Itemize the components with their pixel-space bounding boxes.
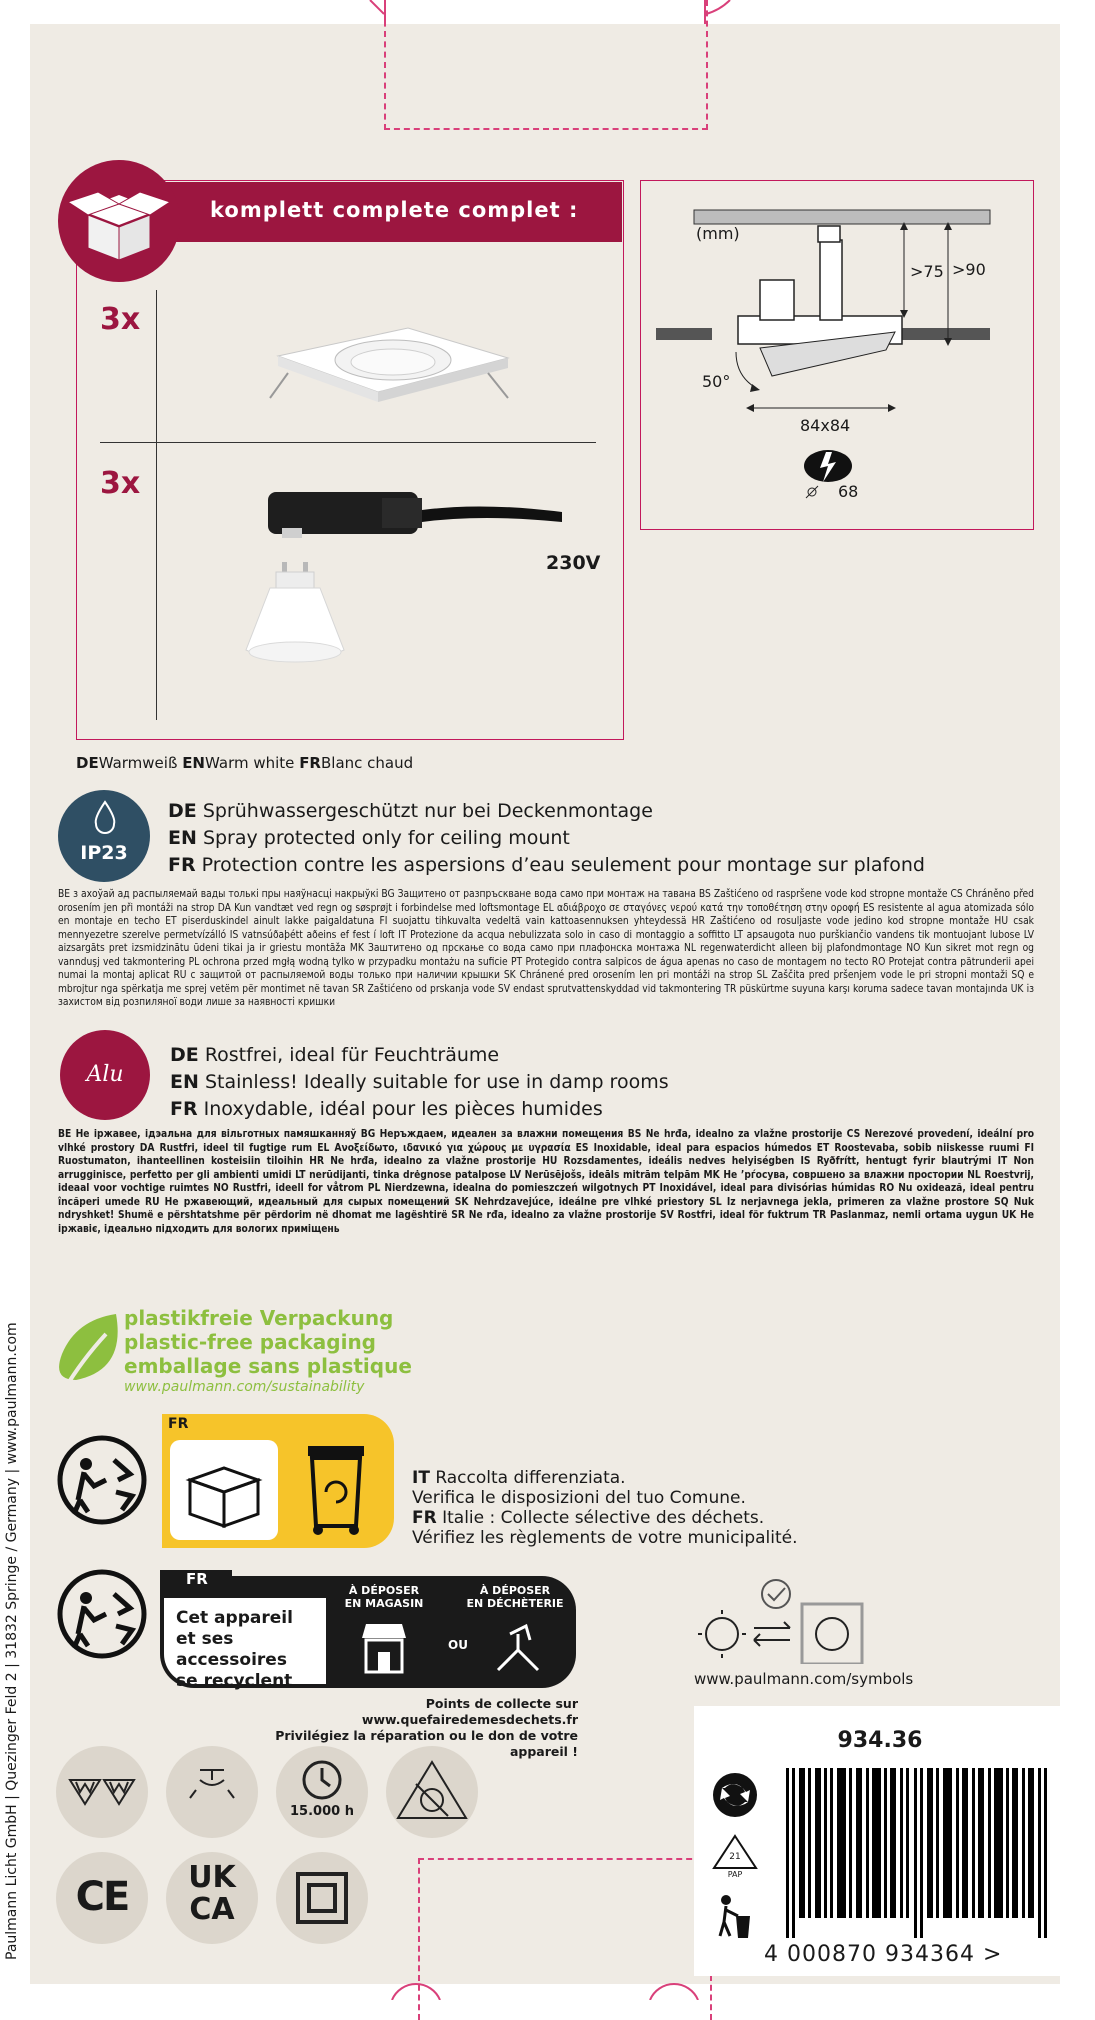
collection-points-text: Points de collecte sur www.quefairedemesdechets.fr [361,1696,578,1727]
plastic-free-de: plastikfreie Verpackung [124,1306,394,1330]
symbols-link: www.paulmann.com/symbols [694,1670,914,1688]
clock-icon [300,1758,344,1802]
weee-title-line: et ses accessoires [176,1629,287,1670]
barcode-digits: 4 000870 934364 > [764,1942,1003,1967]
top-tab-curves [360,0,740,20]
drop-dump-label [460,1584,570,1610]
lang-code: FR [299,754,321,772]
light-color-line [76,754,413,772]
ce-circle [56,1852,148,1944]
barcode-panel [694,1706,1066,1976]
ukca-line: CA [189,1892,235,1927]
beam-circle [166,1746,258,1838]
connector-cable-image [262,482,572,552]
lang-text: Spray protected only for ceiling mount [202,827,570,849]
lang-code: EN [168,827,197,849]
lang-text: Inoxydable, idéal pour les pièces humides [203,1098,603,1120]
ip-rating-text: IP23 [80,842,128,864]
lang-code: FR [168,854,196,876]
ip-rating-badge [58,790,150,882]
gu10-lamp-image [240,560,350,680]
weee-title-line: se recyclent [176,1671,293,1691]
drop-store-label [332,1584,436,1610]
drop-store-line: EN MAGASIN [344,1597,424,1610]
it-line-1: Raccolta differenziata. [435,1468,626,1488]
lang-text: Warm white [205,754,295,772]
lifetime-text: 15.000 h [290,1804,354,1819]
lang-code: FR [170,1098,198,1120]
lang-text: Protection contre les aspersions d’eau seulement pour montage sur plafond [201,854,925,876]
alu-badge [60,1030,150,1120]
triman-icon-weee [56,1568,148,1660]
drop-dump-line: À DÉPOSER [479,1584,551,1597]
ip-multilingual-text: BE з ахоўай ад распыляемай вады толькі пры наяўнасці накрыўкі BG Защитено от разпръскване вода само при монтаж на тавана BS Zaštićeno od raspršene vode kod stropne montaže CS Chráněno před orosením jen při montáži na strop DA Kun vandtæt ved regn og søsprøjt i forbindelse med loftsmontage EL αδιάβροχο σε σταγόνες νερού κατά την τοποθέτηση στην οροφή ES resistente al agua atomizada sólo en montaje en techo ET piserduskindel ainult lakke paigaldatuna FI suojattu tihkuvalta vedeltä vain kattoasennuksen yhteydessä HR Zaštićeno od rosuljaste vode jedino kod stropne montaže HU csak mennyezetre szerelve permetvízálló IS vatnsúðaþétt aðeins ef fest í loft IT Protezione da acqua nebulizzata solo in caso di montaggio a soffitto LT apsaugota nuo purškiančio vandens tik montuojant lubose LV aizsargāts pret izsmidzinātu ūdeni tikai ja ir griestu montāža MK Заштитено од прскање со вода само при плафонска монтажа NL regenwaterdicht alleen bij plafondmontage NO Kun sikret mot regn og vannduşj ved takmontering PL ochrona przed mgłą wodną tylko w przypadku montażu na suficie PT Protegido contra salpicos de água apenas no caso de montagem no tecto RO Protejat contra pătrunderii apei numai la montaj aplicat RU с защитой от распыляемой воды только при наличии крышки SK Chránené pred orosením len pri montáži na strop SL Zaščita pred pršenjem vode le pri stropni montaži SQ e mbrojtur nga spërkatja me sprej vetëm për montimet në tavan SR Zaštićeno od prskanja vode SV endast sprutvattenskyddad vid takmontering TR püskürtme suyuna karşı koruma sadece tavan montajında UK із захистом від розпиляної води лише за наявності кришки [58,889,1034,1008]
pap-code: 21 [729,1852,741,1862]
dimmable-circle [386,1746,478,1838]
lamp-quantity: 3x [100,466,141,501]
waste-facility-icon [490,1620,546,1676]
depth-total-label: >90 [952,260,986,279]
it-line-2: Verifica le disposizioni del tuo Comune. [412,1488,746,1508]
sustainability-link: www.paulmann.com/sustainability [124,1379,365,1395]
dimension-unit: (mm) [696,224,740,243]
lang-code: EN [170,1071,199,1093]
weee-title-line: Cet appareil [176,1608,293,1628]
weee-title [176,1608,326,1692]
hole-diameter-label: 68 [838,482,859,501]
open-box-icon [58,160,180,282]
lang-text: Sprühwassergeschützt nur bei Deckenmontage [202,800,653,822]
recycle-swirl-icon [710,1770,760,1820]
cutout-size-label: 84x84 [800,416,851,435]
class2-circle [276,1852,368,1944]
recessed-fixture-image [258,318,528,418]
packaging-box-icon [170,1440,278,1540]
lang-text: Warmweiß [98,754,178,772]
symbol-change-icons [690,1574,870,1664]
mm-mark-circle [56,1746,148,1838]
alu-description [170,1042,669,1123]
ip-description [168,798,925,879]
fr-line-1: Italie : Collecte sélective des déchets. [442,1508,765,1528]
packaging-box-panel [170,1440,278,1540]
ukca-line: UK [188,1860,236,1895]
repair-text: Privilégiez la réparation ou le don de votre appareil ! [275,1728,578,1759]
alu-multilingual-text: BE Не іржавее, ідэальна для вільготных памяшканняў BG Неръждаем, идеален за влажни помещения BS Ne hrđa, idealno za vlažne prostorije CS Nerezové provedení, ideální pro vlhké prostory DA Rustfri, ideel til fugtige rum EL Ανοξείδωτο, ιδανικό για χώρους με υγρασία ES Inoxidable, ideal para espacios húmedos ET Roostevaba, sobib niiskesse ruumi FI Ruostumaton, ihanteellinen kosteisiin tiloihin HR Ne hrđa, idealno za vlažne prostorije HU Rozsdamentes, ideális nedves helyiségben IS Ryðfrítt, hentugt fyrir blautrými IT Non arrugginisce, perfetto per gli ambienti umidi LT nerūdijanti, tinka drėgnose patalpose LV Nerūsējošs, ideāls mitrām telpām MK Не ’рѓосува, совршено за влажни простории NL Roestvrij, ideaal voor vochtige ruimtes NO Rustfri, ideell for våtrom PL Nierdzewna, idealna do pomieszczeń wilgotnych PT Inoxidável, ideal para divisórias húmidas RO Nu oxidează, ideal pentru încăperi umede RU Не ржавеющий, идеальный для сырых помещений SK Nehrdzavejúce, ideálne pre vlhké priestory SL Iz nerjavnega jekla, primeren za vlažne prostore SQ Nuk ndryshket! Shumë e përshtatshme për përdorim në dhomat me lagështirë SR Ne rđa, idealno za vlažne prostorije SV Rostfri, ideal för fuktrum TR Paslanmaz, nemli ortama uygun UK Не іржавіє, ідеально підходить для вологих приміщень [58,1129,1034,1235]
manufacturer-address: Paulmann Licht GmbH | Quezinger Feld 2 | 31832 Springe / Germany | www.paulmann.com [4,1322,20,1960]
beam-angle-icon [166,1746,258,1838]
lang-text: Blanc chaud [320,754,414,772]
ce-mark: CE [75,1874,129,1920]
fixture-quantity: 3x [100,302,141,337]
ean-barcode [786,1768,1056,1938]
recycling-bin-icon [302,1440,372,1540]
protection-class-2-icon [276,1852,368,1944]
lang-code: DE [76,754,99,772]
ukca-circle [166,1852,258,1944]
tidyman-icon [714,1892,754,1942]
lang-code: FR [412,1508,437,1528]
fr-line-2: Vérifiez les règlements de votre municipalité. [412,1528,798,1548]
store-icon [358,1620,410,1676]
tilt-angle-label: 50° [702,372,731,391]
depth-min-label: >75 [910,262,944,281]
lang-code: DE [168,800,197,822]
triman-instructions [412,1468,798,1548]
plastic-free-block [124,1306,412,1396]
lang-code: IT [412,1468,430,1488]
contents-header-text: komplett complete complet : [210,198,579,222]
weee-title-panel [164,1598,326,1691]
voltage-label: 230V [546,552,601,574]
article-number: 934.36 [837,1728,923,1753]
triman-fr-tag: FR [168,1416,189,1432]
pap-label: PAP [727,1870,743,1879]
triman-sorting-panel [162,1414,394,1548]
alu-badge-text: Alu [86,1062,124,1087]
ukca-mark [166,1862,258,1926]
box-icon-circle [58,160,180,282]
lang-code: DE [170,1044,199,1066]
mm-mounting-icon [56,1746,148,1838]
bottom-tab-curves [380,1968,720,2000]
lang-code: EN [182,754,205,772]
or-label: OU [448,1638,468,1652]
water-drop-icon [92,800,118,834]
leaf-icon [56,1310,126,1394]
not-dimmable-icon [386,1746,478,1838]
triman-icon [56,1434,148,1526]
weee-recycling-panel [160,1570,576,1691]
plastic-free-en: plastic-free packaging [124,1330,376,1354]
lifetime-circle [276,1746,368,1838]
lang-text: Rostfrei, ideal für Feuchträume [204,1044,500,1066]
contents-divider-horizontal [100,442,596,443]
plastic-free-fr: emballage sans plastique [124,1354,412,1378]
lang-text: Stainless! Ideally suitable for use in damp rooms [204,1071,669,1093]
weee-fr-tag: FR [160,1570,232,1592]
contents-divider-vertical [156,290,157,720]
drop-dump-line: EN DÉCHÈTERIE [466,1597,564,1610]
drop-store-line: À DÉPOSER [348,1584,420,1597]
